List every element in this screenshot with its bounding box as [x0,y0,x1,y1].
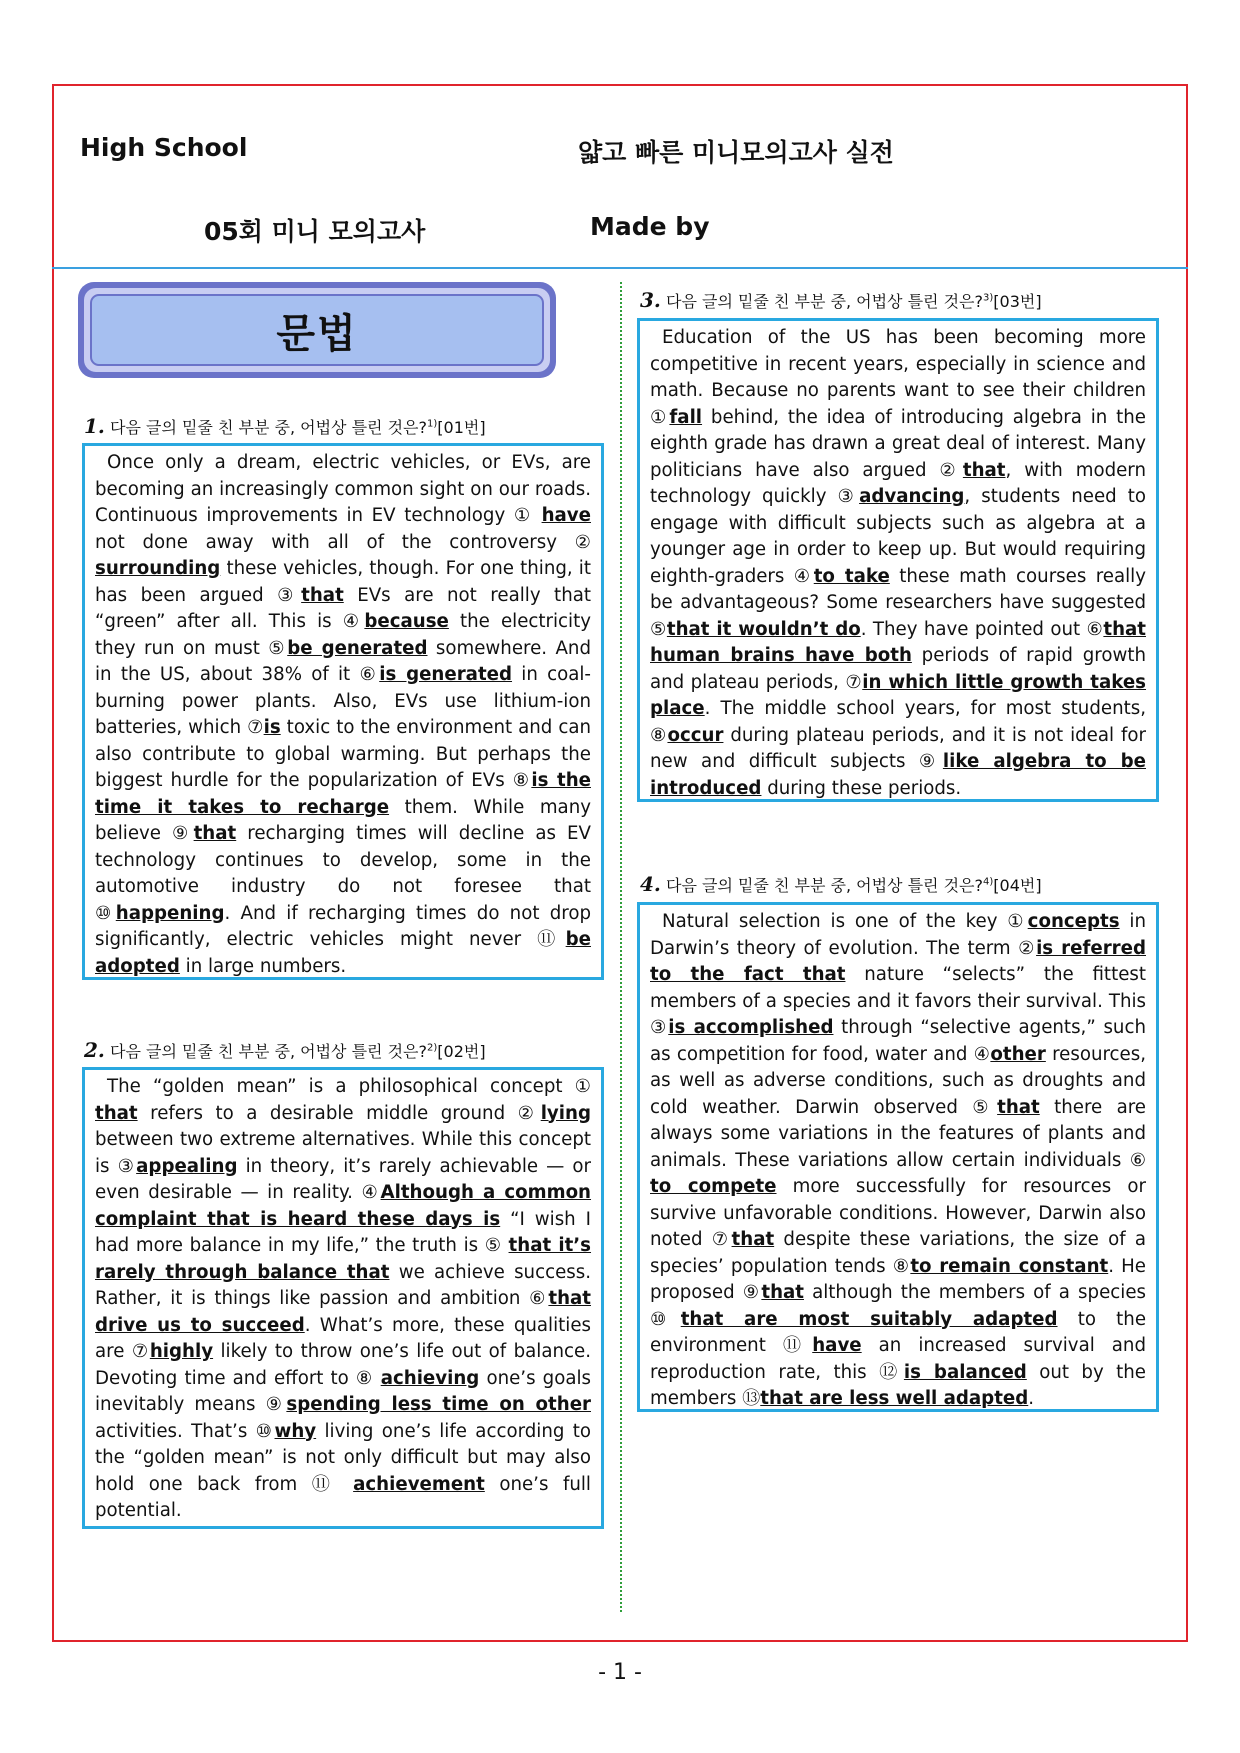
footnote-mark: 2) [427,1042,438,1054]
underlined-choice: be generated [287,637,428,659]
passage-segment: “I wish I had more balance in my life,” the truth is ⑤ [95,1208,591,1256]
passage-segment: the electricity they run on must ⑤ [95,611,592,659]
passage-segment: behind, the idea of introducing algebra in the eighth grade has drawn a great deal of interest. Many politicians have also argued ② [650,406,1146,481]
school-label: High School [80,133,248,162]
underlined-choice: that [95,1102,138,1124]
underlined-choice: be adopted [95,929,591,977]
passage-segment: during these periods. [761,777,962,799]
passage-segment: between two extreme alternatives. While this concept is ③ [95,1129,591,1177]
passage-segment: these vehicles, though. For one thing, it has been argued ③ [95,558,591,606]
passage-segment: although the members of a species ⑩ [650,1282,1146,1330]
underlined-choice: that are most suitably adapted [680,1308,1058,1330]
question-3-passage [637,318,1159,802]
round-title: 05회 미니 모의고사 [204,217,426,246]
underlined-choice: like algebra to be introduced [650,751,1146,799]
passage-segment: these math courses really be advantageous? Some researchers have suggested ⑤ [650,565,1147,640]
passage-segment: somewhere. And in the US, about 38% of it ⑥ [95,637,591,685]
passage-segment: refers to a desirable middle ground ② [137,1102,541,1124]
underlined-choice: highly [149,1341,214,1362]
passage-segment: . They have pointed out ⑥ [860,618,1104,640]
passage-segment: . He proposed ⑨ [650,1255,1146,1303]
underlined-choice: fall [669,406,703,428]
underlined-choice: lying [540,1102,591,1124]
passage-segment: one’s goals inevitably means ⑨ [95,1367,592,1415]
underlined-choice: is [263,717,281,738]
question-code: [03번] [993,292,1042,311]
passage-segment: in coal-burning power plants. Also, EVs use lithium-ion batteries, which ⑦ [95,664,591,738]
passage-text [95,450,591,980]
question-number: 1. [84,414,105,438]
underlined-choice: that it wouldn’t do [666,618,861,640]
underlined-choice: is generated [379,664,513,685]
made-by-label: Made by [590,212,710,241]
passage-segment: periods of rapid growth and plateau periods, ⑦ [650,645,1146,693]
footnote-mark: 1) [427,418,438,430]
footnote-mark: 4) [983,876,994,888]
underlined-choice: spending less time on other [286,1394,591,1415]
passage-segment: through “selective agents,” such as competition for food, water and ④ [650,1017,1146,1065]
passage-text [650,325,1146,802]
underlined-choice: to take [813,565,890,587]
underlined-choice: concepts [1027,911,1120,932]
passage-segment: not done away with all of the controversy ② [95,531,591,553]
passage-segment: one’s full potential. [95,1473,591,1521]
passage-segment: resources, as well as adverse conditions, such as droughts and cold weather. Darwin observed ⑤ [650,1043,1146,1118]
section-badge [78,282,556,378]
section-badge-label: 문법 [90,294,544,366]
underlined-choice: achievement [353,1473,485,1495]
passage-segment: nature “selects” the fittest members of a species and it favors their survival. This ③ [650,964,1146,1038]
question-3-heading [640,288,1042,312]
question-number: 4. [640,872,661,896]
passage-segment: The “golden mean” is a philosophical concept ① [107,1076,591,1097]
underlined-choice: in which little growth takes place [650,671,1147,719]
underlined-choice: is balanced [903,1361,1027,1383]
passage-segment: Once only a dream, electric vehicles, or EVs, are becoming an increasingly common sight on our roads. Continuous improvements in EV technology ① [95,452,591,526]
underlined-choice: have [541,505,591,526]
question-code: [04번] [993,876,1042,895]
question-prompt: 다음 글의 밑줄 친 부분 중, 어법상 틀린 것은? [665,876,984,895]
passage-segment: an increased survival and reproduction rate, this ⑫ [650,1335,1146,1383]
passage-segment: Education of the US has been becoming more competitive in recent years, especially in science and math. Because no parents want to see their children ① [650,327,1146,428]
passage-segment: in Darwin’s theory of evolution. The term ② [650,911,1146,959]
passage-segment: EVs are not really that “green” after all. This is ④ [95,584,591,632]
underlined-choice: that are less well adapted [760,1388,1029,1409]
question-prompt: 다음 글의 밑줄 친 부분 중, 어법상 틀린 것은? [109,418,428,437]
passage-segment: more successfully for resources or survive unfavorable conditions. However, Darwin also noted ⑦ [650,1176,1146,1250]
underlined-choice: because [364,611,449,632]
passage-segment: out by the members ⑬ [650,1361,1146,1409]
passage-segment: them. While many believe ⑨ [95,796,591,844]
passage-segment: . And if recharging times do not drop significantly, electric vehicles might never ⑪ [95,902,591,950]
underlined-choice: that [962,459,1006,481]
passage-segment: activities. That’s ⑩ [95,1420,275,1442]
passage-segment: in large numbers. [179,955,347,977]
question-prompt: 다음 글의 밑줄 친 부분 중, 어법상 틀린 것은? [109,1042,428,1061]
underlined-choice: advancing [859,486,965,507]
series-title: 얇고 빠른 미니모의고사 실전 [578,138,894,167]
passage-segment: despite these variations, the size of a species’ population tends ⑧ [650,1229,1146,1277]
underlined-choice: is the time it takes to recharge [95,770,591,818]
underlined-choice: surrounding [95,558,221,579]
underlined-choice: to remain constant [910,1255,1109,1277]
passage-text [95,1074,591,1525]
passage-segment: during plateau periods, and it is not ideal for new and difficult subjects ⑨ [650,724,1146,772]
underlined-choice: Although a common complaint that is heard these days is [95,1182,592,1230]
footnote-mark: 3) [983,292,994,304]
underlined-choice: that [997,1096,1040,1118]
passage-segment: , students need to engage with difficult subjects such as algebra at a younger age in order to keep up. But would requiring eighth-graders ④ [650,486,1146,587]
underlined-choice: appealing [136,1155,238,1177]
passage-segment: there are always some variations in the features of plants and animals. These variations allow certain individuals ⑥ [650,1096,1146,1171]
underlined-choice: achieving [380,1367,480,1389]
underlined-choice: that [761,1282,804,1303]
question-prompt: 다음 글의 밑줄 친 부분 중, 어법상 틀린 것은? [665,292,984,311]
underlined-choice: is referred to the fact that [650,937,1146,985]
question-2-passage [82,1067,604,1529]
underlined-choice: that [731,1229,775,1250]
question-4-heading [640,872,1042,896]
passage-text [650,909,1146,1413]
question-1-heading [84,414,486,438]
passage-segment: recharging times will decline as EV technology continues to develop, some in the automotive industry do not foresee that ⑩ [95,823,591,924]
passage-segment: Natural selection is one of the key ① [662,911,1028,932]
passage-segment: , with modern technology quickly ③ [650,459,1146,507]
passage-segment: likely to throw one’s life out of balance. Devoting time and effort to ⑧ [95,1341,592,1389]
underlined-choice: why [274,1420,317,1442]
header-divider [52,267,1188,269]
column-divider [620,282,622,1612]
passage-segment: . The middle school years, for most students, ⑧ [650,698,1146,746]
question-2-heading [84,1038,486,1062]
underlined-choice: that drive us to succeed [95,1288,591,1336]
passage-segment: toxic to the environment and can also contribute to global warming. But perhaps the biggest hurdle for the popularization of EVs ⑧ [95,717,592,791]
underlined-choice: other [990,1043,1046,1065]
passage-segment: in theory, it’s rarely achievable — or even desirable — in reality. ④ [95,1155,591,1203]
question-4-passage [637,902,1159,1412]
question-number: 3. [640,288,661,312]
underlined-choice: that [301,584,344,606]
question-number: 2. [84,1038,105,1062]
passage-segment: we achieve success. Rather, it is things like passion and ambition ⑥ [95,1261,591,1309]
underlined-choice: that it’s rarely through balance that [95,1235,592,1283]
underlined-choice: occur [667,724,724,746]
underlined-choice: to compete [650,1176,777,1197]
underlined-choice: is accomplished [668,1017,834,1038]
page-number: - 1 - [598,1660,642,1685]
question-1-passage [82,443,604,980]
passage-segment: . What’s more, these qualities are ⑦ [95,1314,591,1362]
passage-segment: living one’s life according to the “golden mean” is not only difficult but may also hold one back from ⑪ [95,1420,591,1495]
passage-segment: . [1028,1388,1035,1409]
question-code: [02번] [437,1042,486,1061]
underlined-choice: that human brains have both [650,618,1146,666]
underlined-choice: happening [115,902,225,924]
question-code: [01번] [437,418,486,437]
underlined-choice: that [193,823,237,844]
underlined-choice: have [812,1335,862,1356]
passage-segment: to the environment ⑪ [650,1308,1147,1356]
